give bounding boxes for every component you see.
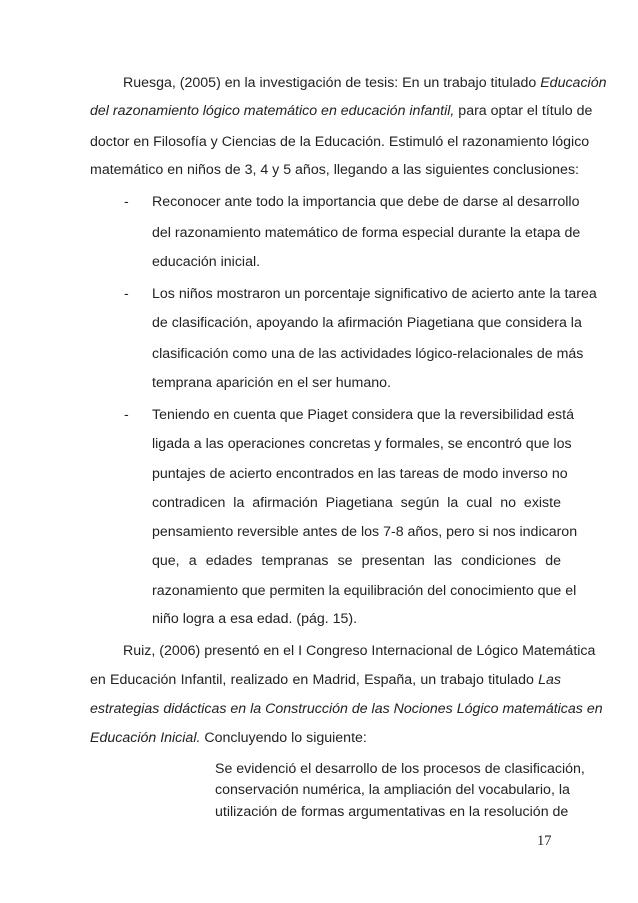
bullet-line: pensamiento reversible antes de los 7-8 años, pero si nos indicaron	[152, 524, 578, 540]
paragraph-line: doctor en Filosofía y Ciencias de la Educación. Estimuló el razonamiento lógico	[90, 134, 590, 150]
bullet-line: puntajes de acierto encontrados en las tareas de modo inverso no	[152, 466, 568, 482]
bullet-dash: -	[124, 407, 129, 423]
quote-line: utilización de formas argumentativas en la resolución de	[215, 804, 569, 820]
bullet-line: clasificación como una de las actividades lógico-relacionales de más	[152, 346, 584, 362]
paragraph-line	[123, 74, 607, 92]
paragraph-line	[90, 700, 603, 718]
bullet-line: educación inicial.	[152, 254, 261, 270]
title-italic: Educación Inicial.	[90, 730, 201, 746]
bullet-line: Los niños mostraron un porcentaje significativo de acierto ante la tarea	[152, 286, 597, 302]
title-italic: estrategias didácticas en la Construcción de las Nociones Lógico matemáticas en	[90, 701, 603, 717]
bullet-line: Teniendo en cuenta que Piaget considera que la reversibilidad está	[152, 407, 574, 423]
title-italic: Las	[538, 672, 561, 688]
bullet-line: Reconocer ante todo la importancia que debe de darse al desarrollo	[152, 194, 580, 210]
quote-line: conservación numérica, la ampliación del vocabulario, la	[215, 782, 570, 798]
text-span: Ruesga, (2005) en la investigación de tesis: En un trabajo titulado	[123, 75, 541, 91]
paragraph-line	[90, 102, 593, 120]
bullet-line: niño logra a esa edad. (pág. 15).	[152, 611, 358, 627]
text-span: Concluyendo lo siguiente:	[200, 730, 367, 746]
bullet-line: que, a edades tempranas se presentan las condiciones de	[152, 553, 561, 569]
bullet-line: ligada a las operaciones concretas y formales, se encontró que los	[152, 436, 572, 452]
bullet-line: temprana aparición en el ser humano.	[152, 375, 391, 391]
text-span: en Educación Infantil, realizado en Madrid, España, un trabajo titulado	[90, 672, 539, 688]
bullet-line: contradicen la afirmación Piagetiana según la cual no existe	[152, 495, 561, 511]
title-italic: Educación	[540, 75, 607, 91]
paragraph-line: Ruiz, (2006) presentó en el I Congreso Internacional de Lógico Matemática	[123, 643, 596, 659]
paragraph-line	[90, 729, 561, 747]
quote-line: Se evidenció el desarrollo de los procesos de clasificación,	[215, 761, 585, 777]
text-span: para optar el título de	[454, 103, 593, 119]
paragraph-line: matemático en niños de 3, 4 y 5 años, llegando a las siguientes conclusiones:	[90, 162, 579, 178]
paragraph-line	[90, 671, 561, 689]
bullet-dash: -	[124, 194, 129, 210]
bullet-line: razonamiento que permiten la equilibración del conocimiento que el	[152, 583, 577, 599]
title-italic: del razonamiento lógico matemático en educación infantil,	[90, 103, 455, 119]
bullet-line: de clasificación, apoyando la afirmación Piagetiana que considera la	[152, 315, 582, 331]
bullet-line: del razonamiento matemático de forma especial durante la etapa de	[152, 225, 581, 241]
bullet-dash: -	[124, 286, 129, 302]
page-number: 17	[537, 833, 552, 849]
